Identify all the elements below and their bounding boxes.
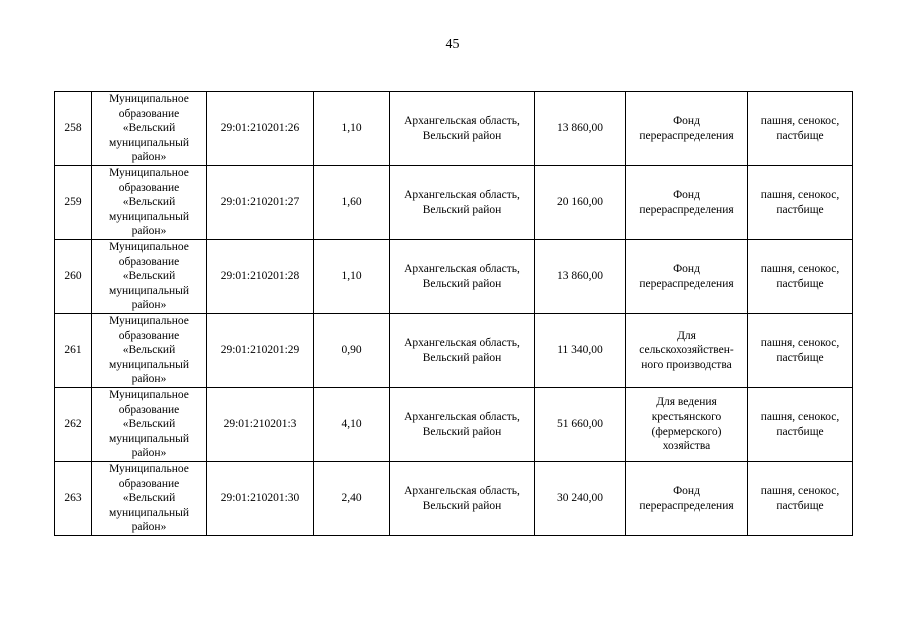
area-cell: 1,10 xyxy=(314,240,390,314)
value-cell: 11 340,00 xyxy=(535,314,626,388)
owner-cell: Муниципальное образование «Вельский муниципальный район» xyxy=(92,240,207,314)
owner-cell: Муниципальное образование «Вельский муниципальный район» xyxy=(92,92,207,166)
owner-cell: Муниципальное образование «Вельский муниципальный район» xyxy=(92,314,207,388)
owner-cell: Муниципальное образование «Вельский муниципальный район» xyxy=(92,388,207,462)
page-number: 45 xyxy=(445,37,460,52)
cadastral-number-cell: 29:01:210201:3 xyxy=(207,388,314,462)
row-number-cell: 259 xyxy=(55,166,92,240)
table-row xyxy=(55,462,853,536)
location-cell: Архангельская область, Вельский район xyxy=(390,388,535,462)
cadastral-number-cell: 29:01:210201:27 xyxy=(207,166,314,240)
usage-cell: пашня, сенокос, пастбище xyxy=(748,240,853,314)
row-number-cell: 258 xyxy=(55,92,92,166)
category-cell: Для сельскохозяйствен- ного производства xyxy=(626,314,748,388)
table-row xyxy=(55,166,853,240)
category-cell: Фонд перераспределения xyxy=(626,462,748,536)
table-body xyxy=(55,92,853,536)
value-cell: 13 860,00 xyxy=(535,240,626,314)
category-cell: Фонд перераспределения xyxy=(626,166,748,240)
row-number-cell: 260 xyxy=(55,240,92,314)
table-row xyxy=(55,314,853,388)
location-cell: Архангельская область, Вельский район xyxy=(390,314,535,388)
cadastral-number-cell: 29:01:210201:30 xyxy=(207,462,314,536)
table-row xyxy=(55,92,853,166)
usage-cell: пашня, сенокос, пастбище xyxy=(748,462,853,536)
cadastral-number-cell: 29:01:210201:26 xyxy=(207,92,314,166)
area-cell: 2,40 xyxy=(314,462,390,536)
location-cell: Архангельская область, Вельский район xyxy=(390,462,535,536)
table-row xyxy=(55,240,853,314)
value-cell: 20 160,00 xyxy=(535,166,626,240)
owner-cell: Муниципальное образование «Вельский муниципальный район» xyxy=(92,462,207,536)
owner-cell: Муниципальное образование «Вельский муниципальный район» xyxy=(92,166,207,240)
usage-cell: пашня, сенокос, пастбище xyxy=(748,388,853,462)
cadastral-number-cell: 29:01:210201:29 xyxy=(207,314,314,388)
location-cell: Архангельская область, Вельский район xyxy=(390,166,535,240)
row-number-cell: 262 xyxy=(55,388,92,462)
cadastral-number-cell: 29:01:210201:28 xyxy=(207,240,314,314)
usage-cell: пашня, сенокос, пастбище xyxy=(748,92,853,166)
category-cell: Фонд перераспределения xyxy=(626,92,748,166)
area-cell: 0,90 xyxy=(314,314,390,388)
value-cell: 51 660,00 xyxy=(535,388,626,462)
category-cell: Для ведения крестьянского (фермерского) хозяйства xyxy=(626,388,748,462)
value-cell: 13 860,00 xyxy=(535,92,626,166)
category-cell: Фонд перераспределения xyxy=(626,240,748,314)
area-cell: 4,10 xyxy=(314,388,390,462)
land-plots-table xyxy=(54,91,853,536)
row-number-cell: 261 xyxy=(55,314,92,388)
location-cell: Архангельская область, Вельский район xyxy=(390,240,535,314)
row-number-cell: 263 xyxy=(55,462,92,536)
usage-cell: пашня, сенокос, пастбище xyxy=(748,166,853,240)
area-cell: 1,10 xyxy=(314,92,390,166)
usage-cell: пашня, сенокос, пастбище xyxy=(748,314,853,388)
value-cell: 30 240,00 xyxy=(535,462,626,536)
location-cell: Архангельская область, Вельский район xyxy=(390,92,535,166)
area-cell: 1,60 xyxy=(314,166,390,240)
table-row xyxy=(55,388,853,462)
